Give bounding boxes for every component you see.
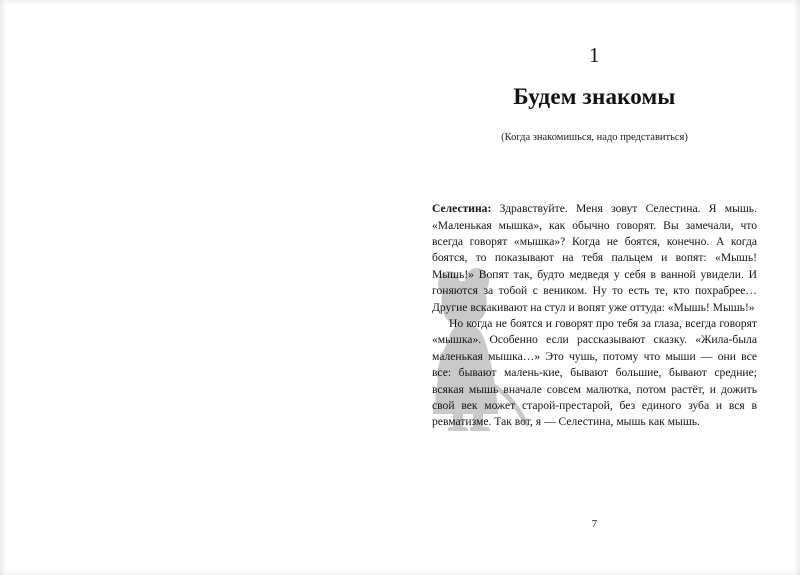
page-edge-bottom-shadow (0, 569, 800, 575)
page-edge-right-shadow (793, 0, 800, 575)
body-text (432, 201, 757, 431)
chapter-text-column (432, 44, 757, 431)
speaker-name: Селестина: (432, 202, 492, 216)
page-number: 7 (591, 518, 598, 530)
page-edge-top-shadow (0, 0, 800, 5)
paragraph-text-1: Здравствуйте. Меня зовут Селестина. Я мышь. «Маленькая мышка», как обычно говорят. Вы замечали, что всегда говорят «мышка»? Когда не боятся, конечно. А когда боятся, то показывают на тебя пальцем и вопят: «Мышь! Мышь!» Вопят так, будто медведя у себя в ванной увидели. И гоняются за тобой с веником. Ну то есть те, кто похрабрее… Другие вскакивают на стул и вопят уже оттуда: «Мышь! Мышь!» (432, 202, 757, 314)
chapter-number: 1 (589, 43, 600, 67)
paragraph-first (432, 201, 757, 316)
page-edge-left-shadow (0, 0, 7, 575)
paragraph-second: Но когда не боятся и говорят про тебя за глаза, всегда говорят «мышка». Особенно если рассказывают сказку. «Жила-была маленькая мышка…» Это чушь, потому что мыши — они все все: бывают малень-кие, бывают большие, бывают средние; всякая мышь вначале совсем малютка, потом растёт, и дожить свой век может старой-престарой, без единого зуба и вся в ревматизме. Так вот, я — Селестина, мышь как мышь. (432, 316, 757, 429)
chapter-title: Будем знакомы (513, 84, 676, 110)
chapter-subtitle: (Когда знакомишься, надо представиться) (501, 132, 688, 144)
